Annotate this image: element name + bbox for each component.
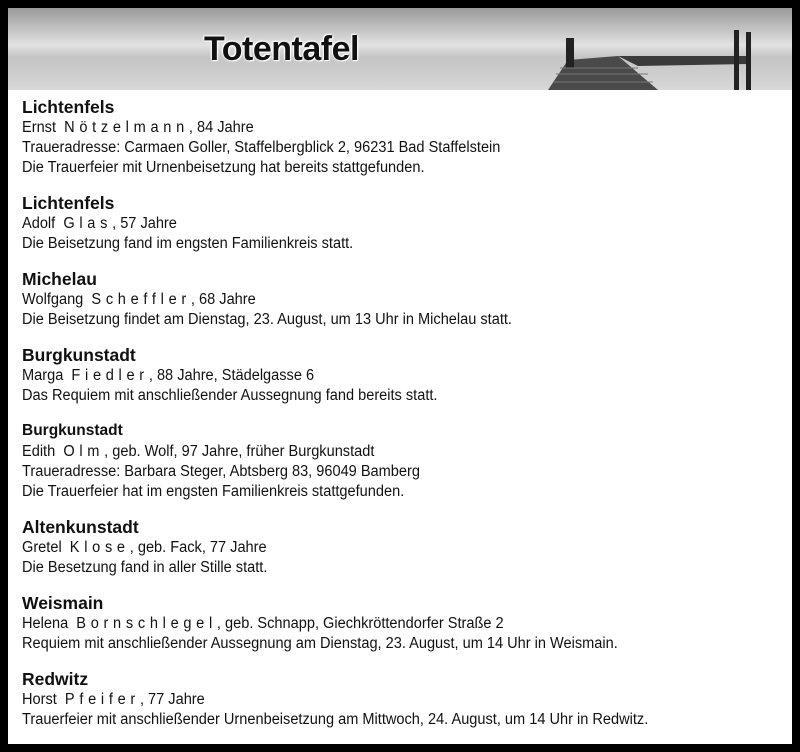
- info-line: Die Trauerfeier mit Urnenbeisetzung hat bereits stattgefunden.: [22, 159, 425, 176]
- deceased-line: [22, 442, 740, 462]
- obituary-entry: [22, 592, 786, 654]
- first-name: Edith: [22, 443, 56, 460]
- deceased-line: [22, 614, 740, 634]
- surname: Scheffler: [91, 291, 191, 308]
- first-name: Adolf: [22, 215, 56, 232]
- first-name: Horst: [22, 691, 57, 708]
- info-line: Die Beisetzung findet am Dienstag, 23. August, um 13 Uhr in Michelau statt.: [22, 311, 512, 328]
- info-line: Trauerfeier mit anschließender Urnenbeisetzung am Mittwoch, 24. August, um 14 Uhr in Redwitz.: [22, 711, 649, 728]
- details: , 84 Jahre: [188, 119, 254, 136]
- obituary-entry: [22, 192, 786, 254]
- place-heading: Burgkunstadt: [22, 422, 123, 439]
- obituary-entry: [22, 420, 786, 502]
- info-line: Requiem mit anschließender Aussegnung am Dienstag, 23. August, um 14 Uhr in Weismain.: [22, 635, 618, 652]
- place-heading: Michelau: [22, 269, 97, 289]
- first-name: Ernst: [22, 119, 57, 136]
- details: , geb. Schnapp, Giechkröttendorfer Straße 2: [216, 615, 504, 632]
- info-line: Die Trauerfeier hat im engsten Familienkreis stattgefunden.: [22, 483, 405, 500]
- surname: Olm: [63, 443, 105, 460]
- deceased-line: [22, 366, 740, 386]
- first-name: Marga: [22, 367, 64, 384]
- deceased-line: [22, 290, 740, 310]
- page-title: Totentafel: [204, 30, 359, 68]
- info-line: Die Besetzung fand in aller Stille statt.: [22, 559, 268, 576]
- info-line: Die Beisetzung fand im engsten Familienkreis statt.: [22, 235, 354, 252]
- obituary-entry: [22, 668, 786, 730]
- first-name: Gretel: [22, 539, 62, 556]
- deceased-line: [22, 690, 740, 710]
- surname: Pfeifer: [64, 691, 140, 708]
- first-name: Wolfgang: [22, 291, 84, 308]
- deceased-line: [22, 214, 740, 234]
- place-heading: Weismain: [22, 593, 104, 613]
- info-line: Das Requiem mit anschließender Aussegnung fand bereits statt.: [22, 387, 438, 404]
- details: , geb. Fack, 77 Jahre: [129, 539, 267, 556]
- deceased-line: [22, 118, 740, 138]
- place-heading: Lichtenfels: [22, 193, 115, 213]
- details: , 68 Jahre: [190, 291, 256, 308]
- obituary-entry: [22, 516, 786, 578]
- place-heading: Redwitz: [22, 669, 89, 689]
- surname: Fiedler: [71, 367, 149, 384]
- obituary-board: [8, 8, 792, 744]
- deceased-line: [22, 538, 740, 558]
- place-heading: Burgkunstadt: [22, 345, 136, 365]
- obituary-entry: [22, 96, 786, 178]
- surname: Glas: [63, 215, 113, 232]
- info-line: Traueradresse: Carmaen Goller, Staffelbergblick 2, 96231 Bad Staffelstein: [22, 139, 501, 156]
- details: , geb. Wolf, 97 Jahre, früher Burgkunstadt: [104, 443, 375, 460]
- info-line: Traueradresse: Barbara Steger, Abtsberg 83, 96049 Bamberg: [22, 463, 420, 480]
- details: , 77 Jahre: [139, 691, 205, 708]
- jetty-image: [8, 8, 792, 90]
- surname: Klose: [69, 539, 130, 556]
- obituary-entry: [22, 344, 786, 406]
- obituary-list: [22, 96, 786, 744]
- obituary-entry: [22, 268, 786, 330]
- header-banner: [8, 8, 792, 90]
- first-name: Helena: [22, 615, 69, 632]
- details: , 57 Jahre: [112, 215, 177, 232]
- surname: Nötzelmann: [64, 119, 189, 136]
- surname: Bornschlegel: [76, 615, 217, 632]
- place-heading: Altenkunstadt: [22, 517, 139, 537]
- details: , 88 Jahre, Städelgasse 6: [148, 367, 315, 384]
- place-heading: Lichtenfels: [22, 97, 115, 117]
